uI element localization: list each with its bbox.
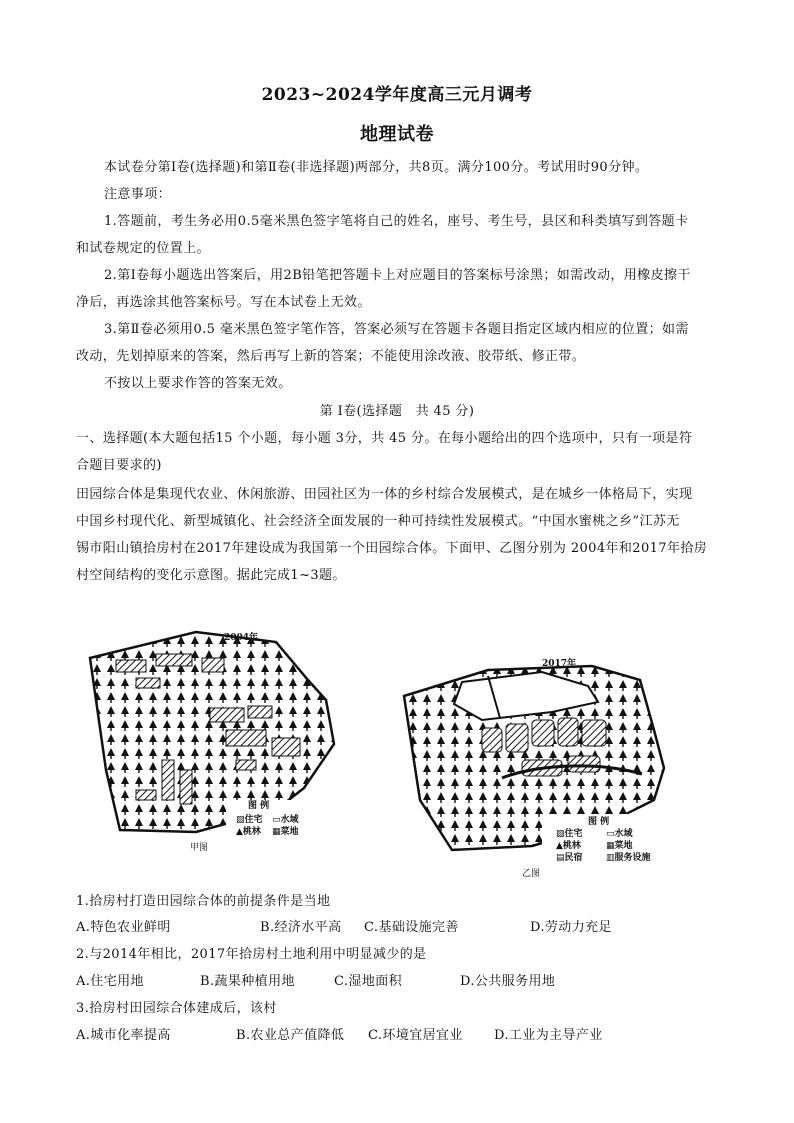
passage-line-3: 锡市阳山镇拾房村在2017年建设成为我国第一个田园综合体。下面甲、乙图分别为 2004年和2017年拾房 [76, 541, 708, 556]
map-2017-legend-title: 图 例 [588, 817, 610, 827]
notice-2b: 净后，再选涂其他答案标号。写在本试卷上无效。 [76, 295, 371, 310]
map-2004-drawing [76, 620, 376, 860]
question-3-options [76, 1022, 724, 1049]
question-2-stem: 2.与2014年相比，2017年拾房村土地利用中明显减少的是 [76, 947, 427, 962]
notice-title: 注意事项： [104, 187, 172, 202]
map-2017-year: 2017年 [542, 659, 577, 669]
legend-vegetable-1: ▦菜地 [272, 827, 299, 837]
option-2d[interactable]: D.公共服务用地 [460, 974, 556, 989]
legend-service-2: ▥服务设施 [606, 853, 651, 863]
notice-1a: 1.答题前，考生务必用0.5毫米黑色签字笔将自己的姓名，座号、考生号，县区和科类填写到答题卡 [104, 214, 689, 229]
legend-residence-2: ▨住宅 [556, 829, 583, 839]
notice-3a: 3.第Ⅱ卷必须用0.5 毫米黑色签字笔作答，答案必须写在答题卡各题目指定区域内相应的位置；如需 [104, 322, 689, 337]
legend-vegetable-2: ▦菜地 [606, 841, 633, 851]
option-2c[interactable]: C.湿地面积 [334, 974, 403, 989]
option-2b[interactable]: B.蔬果种植用地 [200, 974, 295, 989]
map-2004-legend-title: 图 例 [248, 801, 270, 811]
option-1c[interactable]: C.基础设施完善 [364, 920, 459, 935]
question-1-options [76, 914, 724, 941]
map-2017 [392, 650, 682, 880]
notice-3b: 改动，先划掉原来的答案，然后再写上新的答案；不能使用涂改液、胶带纸、修正带。 [76, 349, 586, 364]
map-2017-caption: 乙图 [522, 869, 541, 879]
legend-peach-2: ▲桃林 [556, 841, 581, 851]
option-3c[interactable]: C.环境宜居宜业 [368, 1028, 463, 1043]
option-3d[interactable]: D.工业为主导产业 [494, 1028, 603, 1043]
option-3a[interactable]: A.城市化率提高 [76, 1028, 171, 1043]
passage-line-4: 村空间结构的变化示意图。据此完成1~3题。 [76, 568, 346, 583]
option-1d[interactable]: D.劳动力充足 [530, 920, 612, 935]
option-1b[interactable]: B.经济水平高 [260, 920, 342, 935]
legend-residence-1: ▨住宅 [236, 815, 263, 825]
section-instruction-a: 一、选择题(本大题包括15 个小题，每小题 3分，共 45 分。在每小题给出的四个选项中，只有一项是符 [76, 431, 693, 446]
question-2-options [76, 968, 724, 995]
notice-4: 不按以上要求作答的答案无效。 [104, 376, 292, 391]
option-2a[interactable]: A.住宅用地 [76, 974, 144, 989]
map-2017-drawing [392, 650, 682, 880]
legend-homestay-2: ▤民宿 [556, 853, 583, 863]
option-1a[interactable]: A.特色农业鲜明 [76, 920, 171, 935]
section-instruction-b: 合题目要求的) [76, 458, 162, 473]
exam-title: 2023~2024学年度高三元月调考 [261, 85, 533, 105]
legend-water-1: ▭水域 [272, 815, 299, 825]
question-1-stem: 1.拾房村打造田园综合体的前提条件是当地 [76, 894, 331, 909]
option-3b[interactable]: B.农业总产值降低 [236, 1028, 345, 1043]
notice-2a: 2.第Ⅰ卷每小题选出答案后，用2B铅笔把答题卡上对应题目的答案标号涂黑；如需改动，用橡皮擦干 [104, 268, 691, 283]
map-2004-caption: 甲图 [190, 843, 209, 853]
passage-line-1: 田园综合体是集现代农业、休闲旅游、田园社区为一体的乡村综合发展模式，是在城乡一体格局下，实现 [76, 487, 693, 502]
section-title: 第 Ⅰ卷(选择题 共 45 分) [319, 404, 475, 419]
map-2004 [76, 620, 376, 860]
map-2004-year: 2004年 [224, 633, 259, 643]
notice-1b: 和试卷规定的位置上。 [76, 241, 211, 256]
legend-water-2: ▭水域 [606, 829, 633, 839]
question-3-stem: 3.拾房村田园综合体建成后，该村 [76, 1001, 277, 1016]
intro-line: 本试卷分第Ⅰ卷(选择题)和第Ⅱ卷(非选择题)两部分，共8页。满分100分。考试用时90分钟。 [104, 160, 649, 175]
passage-line-2: 中国乡村现代化、新型城镇化、社会经济全面发展的一种可持续性发展模式。“中国水蜜桃之乡”江苏无 [76, 514, 680, 529]
legend-peach-1: ▲桃林 [236, 827, 261, 837]
exam-subtitle: 地理试卷 [360, 124, 434, 145]
